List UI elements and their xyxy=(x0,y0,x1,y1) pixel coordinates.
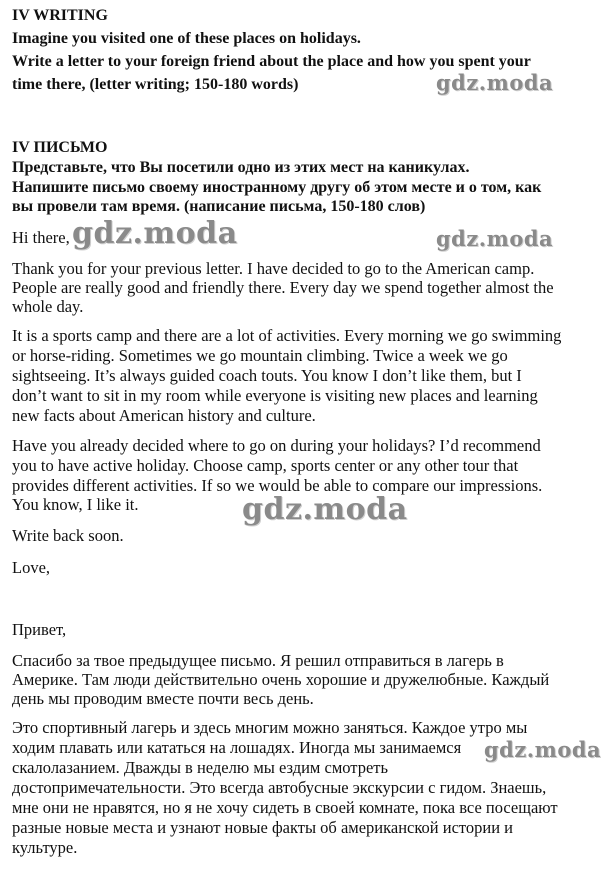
watermark: gdz.moda xyxy=(72,216,238,251)
letter-line: don’t want to sit in my room while everyone is visiting new places and learning xyxy=(12,386,538,405)
watermark: gdz.moda xyxy=(242,492,408,527)
russian-task-line: Напишите письмо своему иностранному другу об этом месте и о том, как xyxy=(12,179,542,196)
russian-line: скалолазанием. Дважды в неделю мы ездим смотреть xyxy=(12,758,389,777)
letter-greeting: Hi there, xyxy=(12,228,70,247)
russian-heading: IV ПИСЬМО xyxy=(12,139,108,156)
russian-line: день мы проводим вместе почти весь день. xyxy=(12,689,314,708)
russian-line: культуре. xyxy=(12,838,78,857)
english-task-line: Write a letter to your foreign friend about the place and how you spent your xyxy=(12,53,531,70)
letter-signoff: Love, xyxy=(12,558,51,577)
letter-line: It is a sports camp and there are a lot of activities. Every morning we go swimming xyxy=(12,326,562,345)
letter-closing: Write back soon. xyxy=(12,526,124,545)
letter-line: new facts about American history and culture. xyxy=(12,406,316,425)
russian-line: разные новые места и узнают новые факты об американской истории и xyxy=(12,818,514,837)
watermark: gdz.moda xyxy=(436,70,554,95)
watermark: gdz.moda xyxy=(484,737,601,762)
letter-line: or horse-riding. Sometimes we go mountain climbing. Twice a week we go xyxy=(12,346,508,365)
letter-line: sightseeing. It’s always guided coach touts. You know I don’t like them, but I xyxy=(12,366,522,385)
russian-task-line: вы провели там время. (написание письма, 150-180 слов) xyxy=(12,198,426,215)
letter-line: whole day. xyxy=(12,297,84,316)
watermark: gdz.moda xyxy=(436,226,554,251)
russian-greeting: Привет, xyxy=(12,620,67,639)
letter-line: Have you already decided where to go on during your holidays? I’d recommend xyxy=(12,436,541,455)
russian-line: достопримечательности. Это всегда автобусные экскурсии с гидом. Знаешь, xyxy=(12,778,547,797)
russian-line: Спасибо за твое предыдущее письмо. Я решил отправиться в лагерь в xyxy=(12,651,504,670)
english-task-line: time there, (letter writing; 150-180 words) xyxy=(12,76,299,93)
russian-line: Америке. Там люди действительно очень хорошие и дружелюбные. Каждый xyxy=(12,670,550,689)
english-heading: IV WRITING xyxy=(12,7,108,24)
russian-task-line: Представьте, что Вы посетили одно из этих мест на каникулах. xyxy=(12,159,470,176)
english-task-line: Imagine you visited one of these places on holidays. xyxy=(12,30,361,47)
russian-line: мне они не нравятся, но я не хочу сидеть в своей комнате, пока все посещают xyxy=(12,798,558,817)
russian-line: Это спортивный лагерь и здесь многим можно заняться. Каждое утро мы xyxy=(12,718,528,737)
letter-line: provides different activities. If so we would be able to compare our impressions. xyxy=(12,476,543,495)
russian-line: ходим плавать или кататься на лошадях. Иногда мы занимаемся xyxy=(12,738,462,757)
letter-line: You know, I like it. xyxy=(12,495,139,514)
letter-line: People are really good and friendly there. Every day we spend together almost the xyxy=(12,278,554,297)
letter-line: you to have active holiday. Choose camp, sports center or any other tour that xyxy=(12,456,519,475)
letter-line: Thank you for your previous letter. I have decided to go to the American camp. xyxy=(12,259,535,278)
